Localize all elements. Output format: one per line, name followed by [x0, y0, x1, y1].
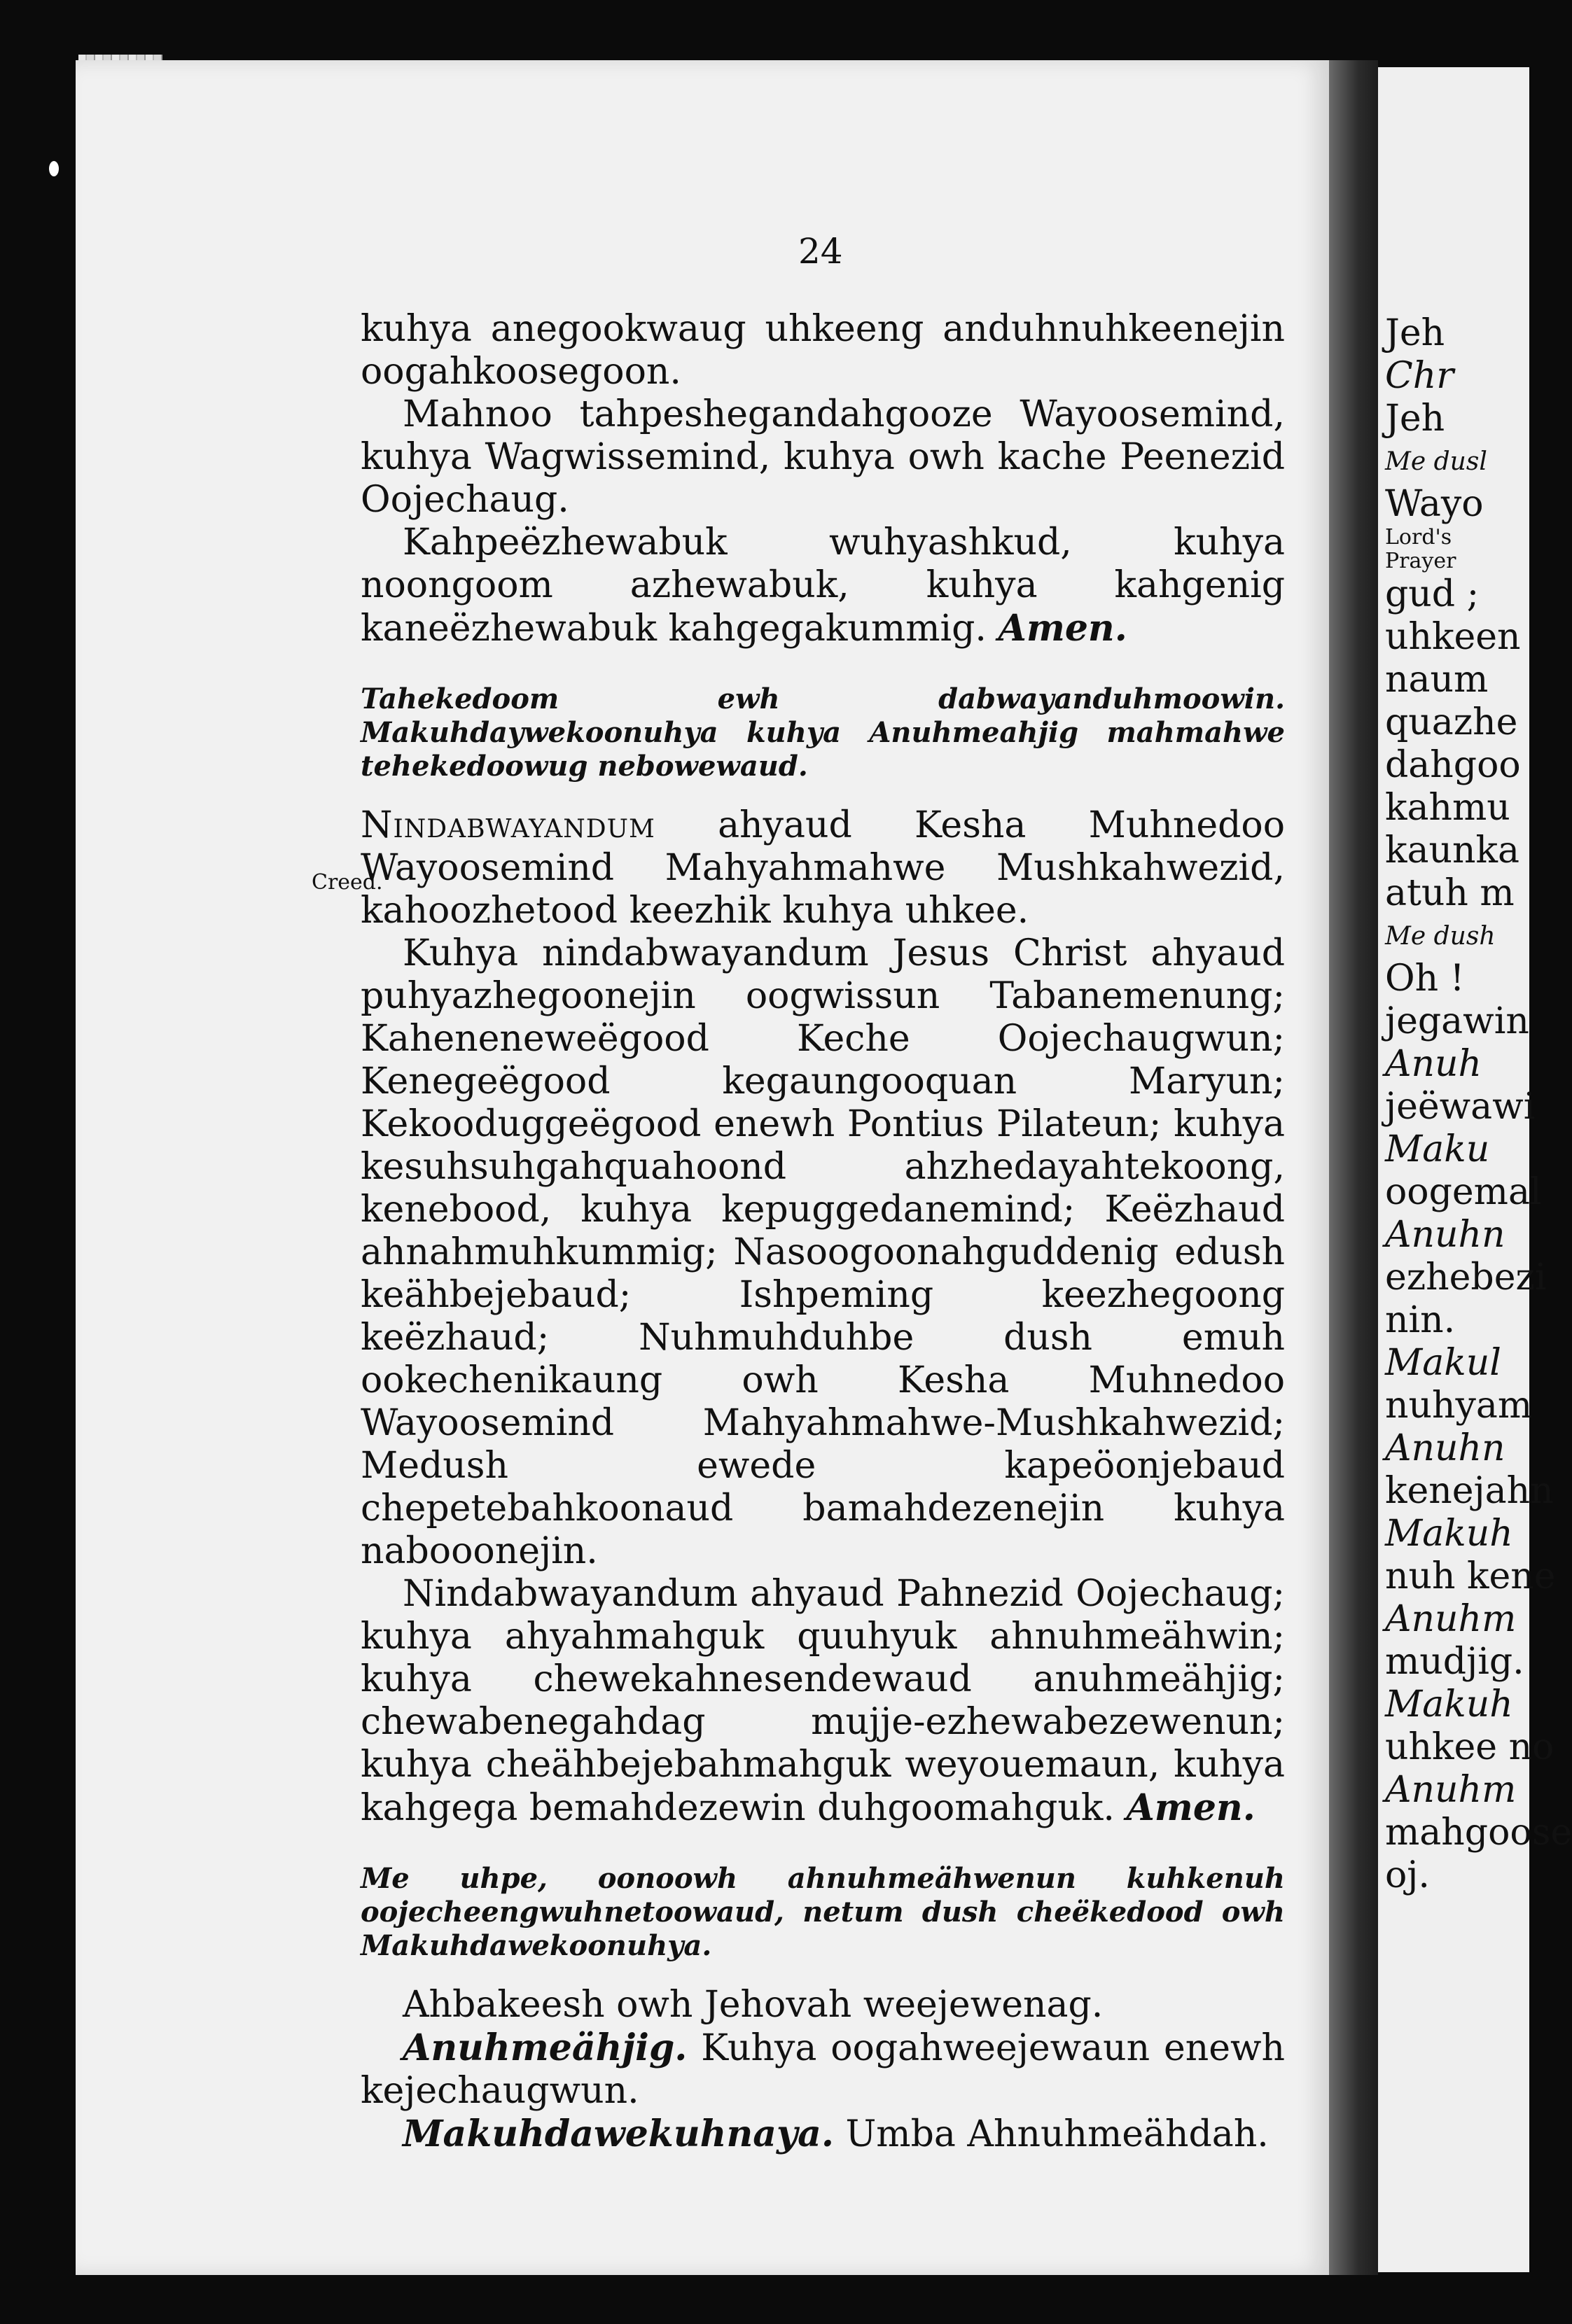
versicle-3 — [361, 2113, 1285, 2156]
right-page-fragment: Makuh — [1385, 1513, 1513, 1555]
paragraph-3 — [361, 522, 1285, 650]
right-page-fragment: naum — [1385, 659, 1489, 701]
right-page-fragment: gud ; — [1385, 573, 1480, 615]
right-page-fragment: jegawin — [1385, 1000, 1529, 1042]
right-page-fragment: mahgoose — [1385, 1812, 1572, 1854]
right-page-fragment: kaunka — [1385, 830, 1520, 872]
right-page-fragment: Makul — [1385, 1342, 1501, 1384]
right-page-fragment: jeëwawi — [1385, 1086, 1536, 1128]
rubric-2: Me uhpe, oonoowh ahnuhmeähwenun kuhkenuh oojecheengwuhnetoowaud, netum dush cheëkedood owh Makuhdawekoonuhya. — [361, 1862, 1285, 1962]
right-page-fragment: Wayo — [1385, 483, 1484, 525]
right-page-fragment: quazhe — [1385, 701, 1518, 743]
right-page-fragment: Prayer — [1385, 549, 1456, 573]
rubric-1: Tahekedoom ewh dabwayanduhmoowin. Makuhdaywekoonuhya kuhya Anuhmeahjig mahmahwe tehekedoowug nebowewaud. — [361, 682, 1285, 783]
page-number: 24 — [798, 231, 843, 272]
right-page-fragment: Me dusl — [1385, 447, 1487, 476]
right-page-fragment: Maku — [1385, 1128, 1490, 1170]
creed-label: Creed. — [312, 870, 383, 895]
creed-paragraph-3-text: Nindabwayandum ahyaud Pahnezid Oojechaug; kuhya ahyahmahguk quuhyuk ahnuhmeähwin; kuhya chewekahnesendewaud anuhmeähjig; chewabenegahdag mujje-ezhewabezewenun; kuhya cheähbejebahmahguk weyouemaun, kuhya kahgega bemahdezewin duhgoomahguk. — [361, 1573, 1285, 1829]
versicle-2-speaker: Anuhmeähjig. — [403, 2026, 688, 2069]
versicle-3-text: Umba Ahnuhmeähdah. — [845, 2113, 1269, 2155]
creed-paragraph-2: Kuhya nindabwayandum Jesus Christ ahyaud puhyazhegoonejin oogwissun Tabanemenung; Kaheneneweëgood Keche Oojechaugwun; Kenegeëgood kegaungooquan Maryun; Kekooduggeëgood enewh Pontius Pilateun; kuhya kesuhsuhgahquahoond ahzhedayahtekoong, kenebood, kuhya kepuggedanemind; Keëzhaud ahnahmuhkummig; Nasoogoonahguddenig edush keähbejebaud; Ishpeming keezhegoong keëzhaud; Nuhmuhduhbe dush emuh ookechenikaung owh Kesha Muhnedoo Wayoosemind Mahyahmahwe-Mushkahwezid; Medush ewede kapeöonjebaud chepetebahkoonaud bamahdezenejin kuhya nabooonejin. — [361, 932, 1285, 1572]
amen-1: Amen. — [998, 607, 1127, 650]
right-page-fragment: Jeh — [1385, 312, 1445, 354]
right-page-fragment: Anuhn — [1385, 1427, 1505, 1469]
right-page-fragment: oogemal — [1385, 1171, 1542, 1213]
right-page-fragment: Anuhm — [1385, 1598, 1517, 1640]
right-page-fragment: Oh ! — [1385, 958, 1465, 1000]
right-page-fragment: nin. — [1385, 1299, 1456, 1341]
right-page-fragment: Anuhn — [1385, 1214, 1505, 1256]
versicle-3-speaker: Makuhdawekuhnaya. — [403, 2113, 834, 2155]
left-page-text — [312, 308, 1286, 2156]
creed-paragraph-3 — [361, 1573, 1285, 1830]
right-page-fragment: Anuhm — [1385, 1769, 1517, 1811]
right-page-fragment: mudjig. — [1385, 1641, 1524, 1683]
scan-speck — [49, 161, 59, 176]
paragraph-1: kuhya anegookwaug uhkeeng anduhnuhkeenejin oogahkoosegoon. — [361, 308, 1285, 393]
right-page-text — [1385, 312, 1572, 1897]
right-page-fragment: nuhyam — [1385, 1385, 1533, 1427]
right-page-fragment: ezhebezi — [1385, 1256, 1547, 1298]
creed-paragraph-1 — [361, 804, 1285, 932]
right-page-fragment: Jeh — [1385, 398, 1445, 440]
right-page-fragment: uhkee no — [1385, 1726, 1554, 1768]
right-page-fragment: kenejahn — [1385, 1470, 1554, 1512]
paragraph-2: Mahnoo tahpeshegandahgooze Wayoosemind, kuhya Wagwissemind, kuhya owh kache Peenezid Oojechaug. — [361, 393, 1285, 521]
right-page-fragment: Anuh — [1385, 1043, 1482, 1085]
right-page-fragment: Makuh — [1385, 1684, 1513, 1726]
right-page-fragment: atuh m — [1385, 872, 1515, 914]
book-gutter — [1329, 60, 1378, 2275]
right-page-fragment: kahmu — [1385, 787, 1510, 829]
right-page-fragment: oj. — [1385, 1854, 1430, 1896]
versicle-2-text: Kuhya oogahweejewaun enewh kejechaugwun. — [361, 2027, 1286, 2112]
creed-first-word: Nindabwayandum — [361, 804, 655, 846]
right-page-fragment: uhkeen — [1385, 616, 1521, 658]
right-page — [1378, 67, 1572, 2272]
versicle-1: Ahbakeesh owh Jehovah weejewenag. — [403, 1984, 1104, 2026]
right-page-fragment: Lord's — [1385, 525, 1452, 550]
paragraph-3-text: Kahpeëzhewabuk wuhyashkud, kuhya noongoom azhewabuk, kuhya kahgenig kaneëzhewabuk kahgegakummig. — [361, 522, 1285, 650]
right-page-fragment: Chr — [1385, 355, 1454, 397]
amen-2: Amen. — [1126, 1786, 1255, 1829]
right-page-fragment: dahgoo — [1385, 744, 1521, 786]
right-page-fragment: nuh kene — [1385, 1555, 1556, 1597]
creed-paragraph-1-text: ahyaud Kesha Muhnedoo Wayoosemind Mahyahmahwe Mushkahwezid, kahoozhetood keezhik kuhya uhkee. — [361, 804, 1286, 932]
right-page-fragment: Me dush — [1385, 922, 1496, 951]
versicle-2 — [361, 2026, 1285, 2113]
